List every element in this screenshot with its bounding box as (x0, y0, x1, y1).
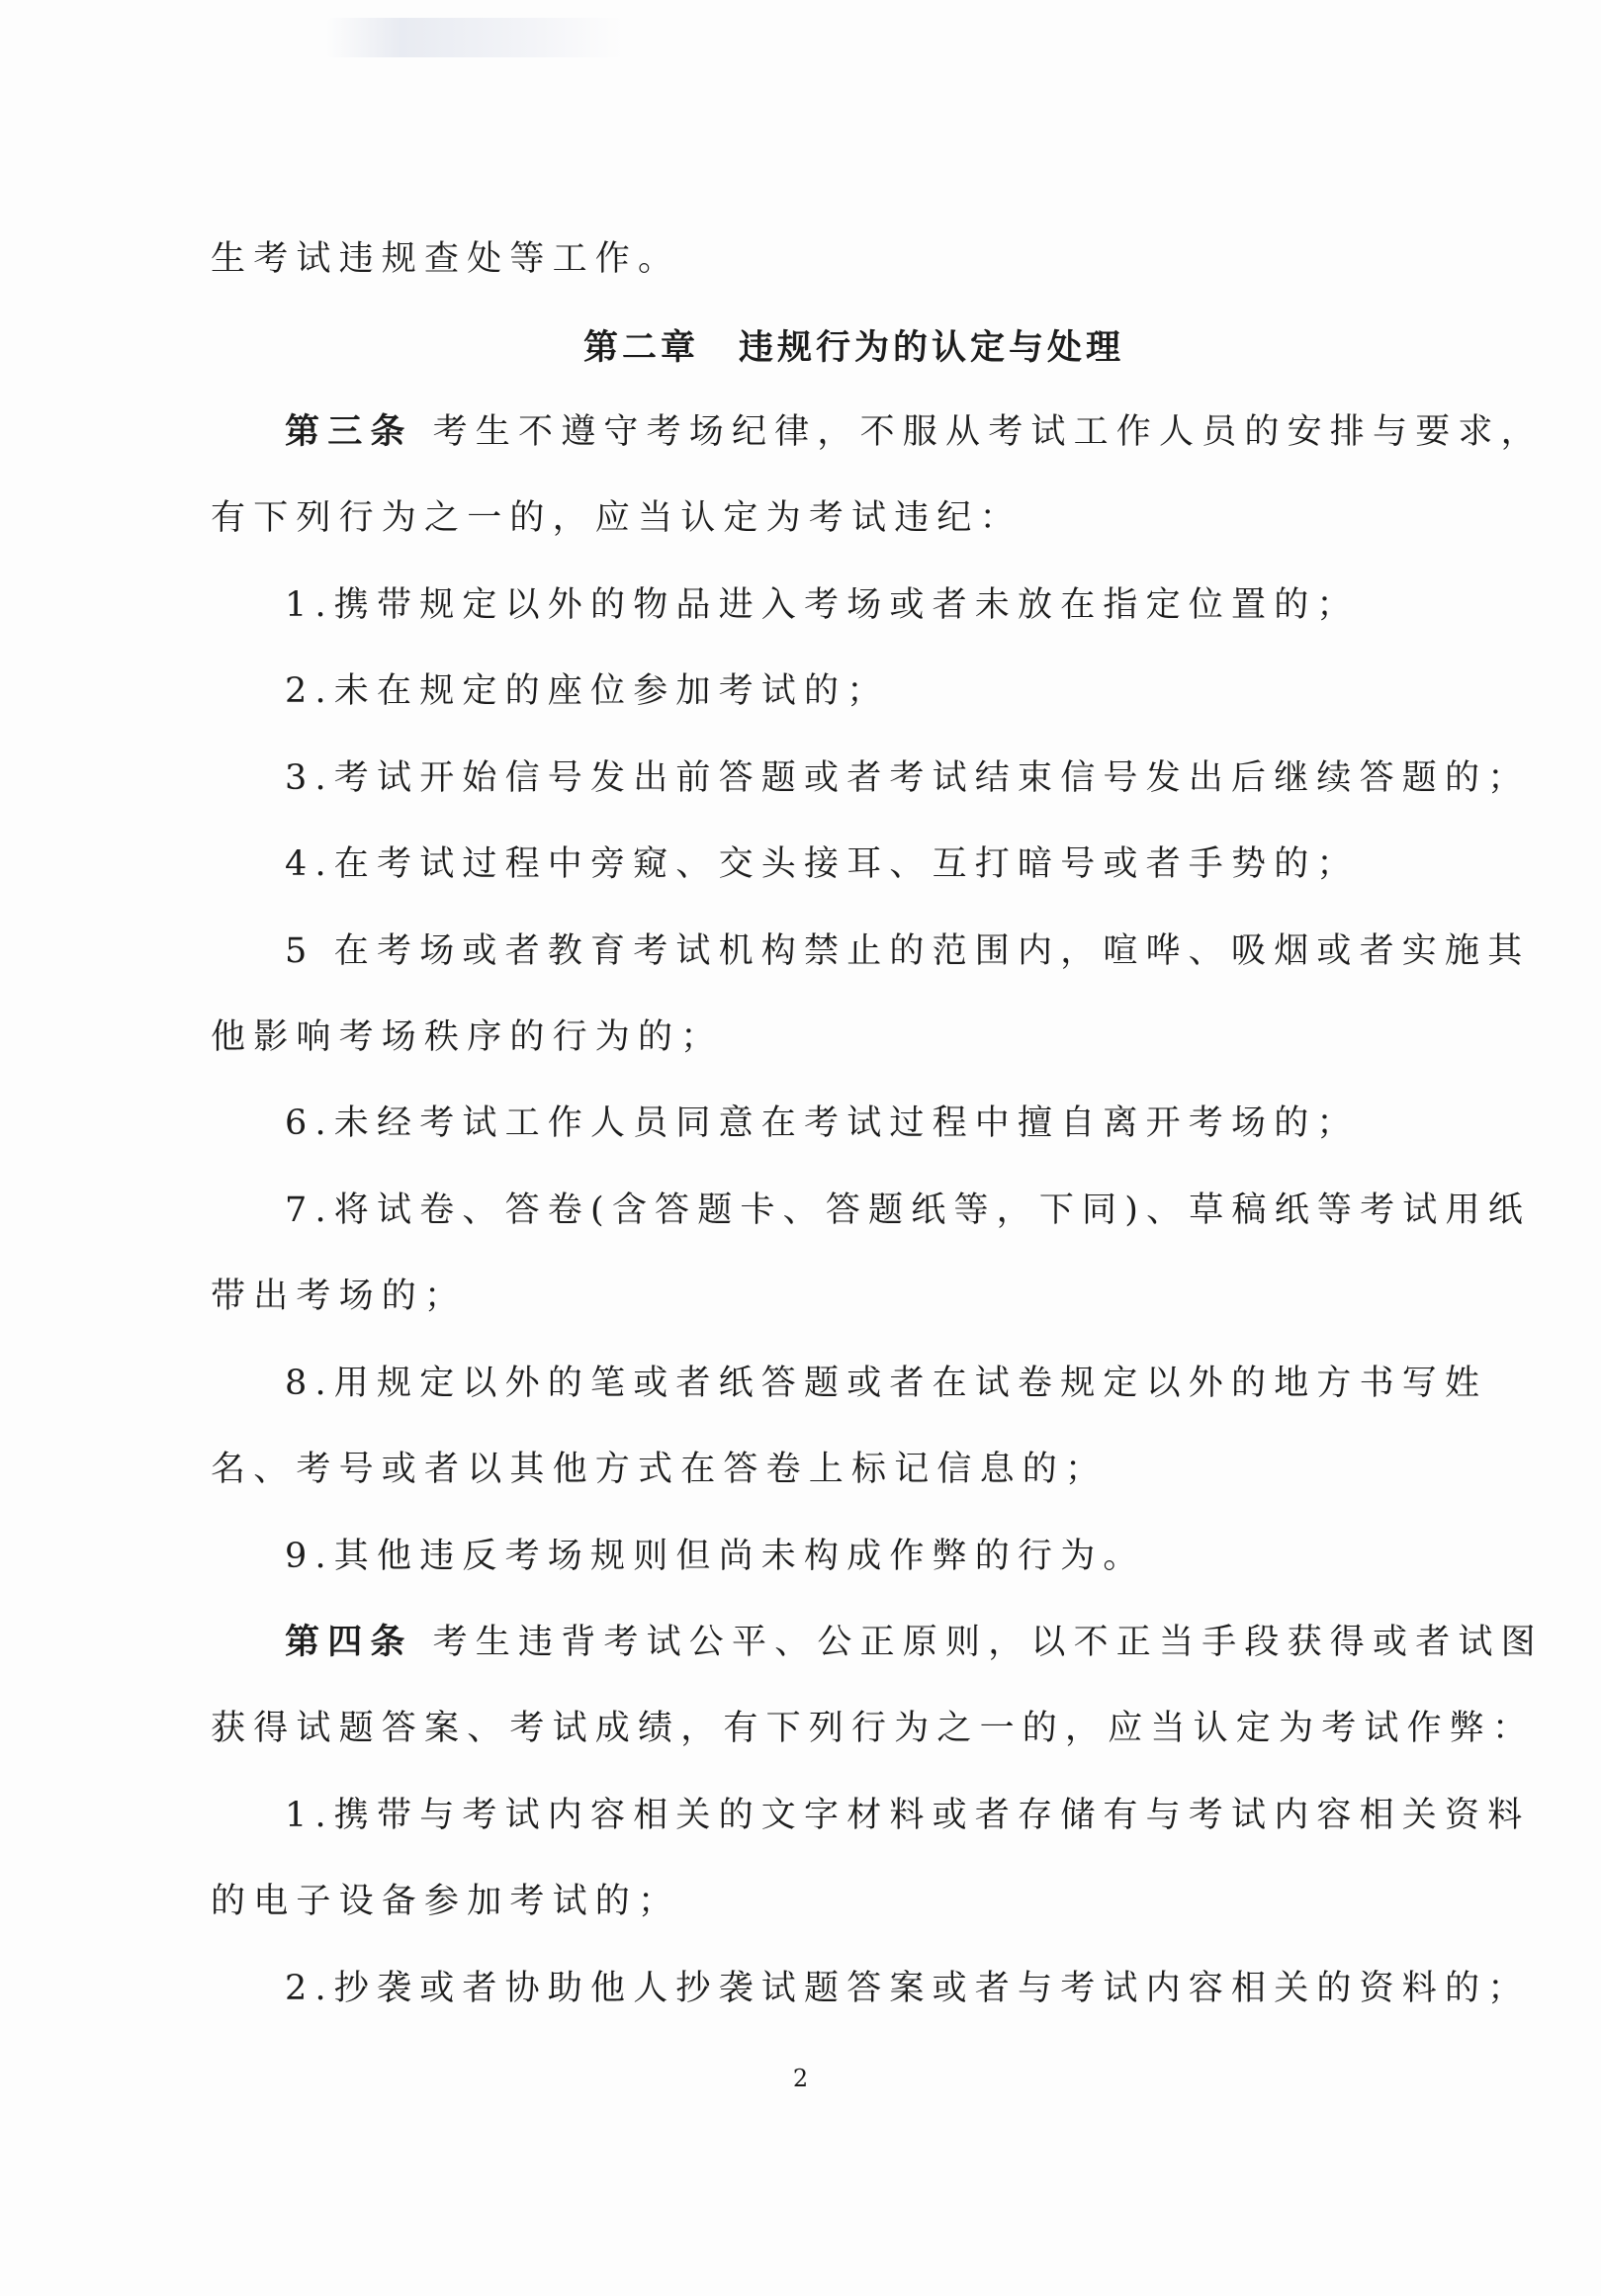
article-4-label: 第四条 (285, 1622, 413, 1662)
list-item-continuation: 带出考场的； (211, 1277, 468, 1316)
list-item: 8.用规定以外的笔或者纸答题或者在试卷规定以外的地方书写姓 (285, 1364, 1488, 1403)
list-item: 5 在考场或者教育考试机构禁止的范围内，喧哗、吸烟或者实施其 (285, 931, 1531, 971)
list-item: 1.携带规定以外的物品进入考场或者未放在指定位置的； (285, 585, 1360, 625)
article-4-text: 考生违背考试公平、公正原则，以不正当手段获得或者试图 (432, 1623, 1544, 1662)
text-line: 有下列行为之一的，应当认定为考试违纪： (211, 498, 1023, 538)
article-4-line (285, 1621, 1544, 1664)
article-3-label: 第三条 (285, 411, 413, 452)
text-line: 获得试题答案、考试成绩，有下列行为之一的，应当认定为考试作弊： (211, 1709, 1536, 1748)
list-item: 4.在考试过程中旁窥、交头接耳、互打暗号或者手势的； (285, 844, 1360, 884)
list-item: 2.抄袭或者协助他人抄袭试题答案或者与考试内容相关的资料的； (285, 1969, 1531, 2008)
chapter-number: 第二章 (583, 327, 700, 368)
list-item: 6.未经考试工作人员同意在考试过程中擅自离开考场的； (285, 1104, 1360, 1143)
list-item-continuation: 他影响考场秩序的行为的； (211, 1017, 724, 1057)
chapter-heading (583, 326, 1124, 370)
list-item: 7.将试卷、答卷(含答题卡、答题纸等，下同)、草稿纸等考试用纸 (285, 1191, 1531, 1230)
list-item-continuation: 的电子设备参加考试的； (211, 1882, 681, 1921)
list-item: 9.其他违反考场规则但尚未构成作弊的行为。 (285, 1537, 1146, 1576)
chapter-title: 违规行为的认定与处理 (739, 327, 1125, 368)
list-item: 2.未在规定的座位参加考试的； (285, 671, 890, 711)
list-item: 3.考试开始信号发出前答题或者考试结束信号发出后继续答题的； (285, 758, 1531, 798)
scan-artifact (326, 18, 623, 57)
page-number: 2 (792, 2065, 809, 2092)
article-3-text: 考生不遵守考场纪律，不服从考试工作人员的安排与要求， (432, 412, 1544, 452)
list-item-continuation: 名、考号或者以其他方式在答卷上标记信息的； (211, 1450, 1109, 1489)
article-3-line (285, 410, 1544, 454)
list-item: 1.携带与考试内容相关的文字材料或者存储有与考试内容相关资料 (285, 1796, 1531, 1835)
text-line: 生考试违规查处等工作。 (211, 239, 681, 279)
